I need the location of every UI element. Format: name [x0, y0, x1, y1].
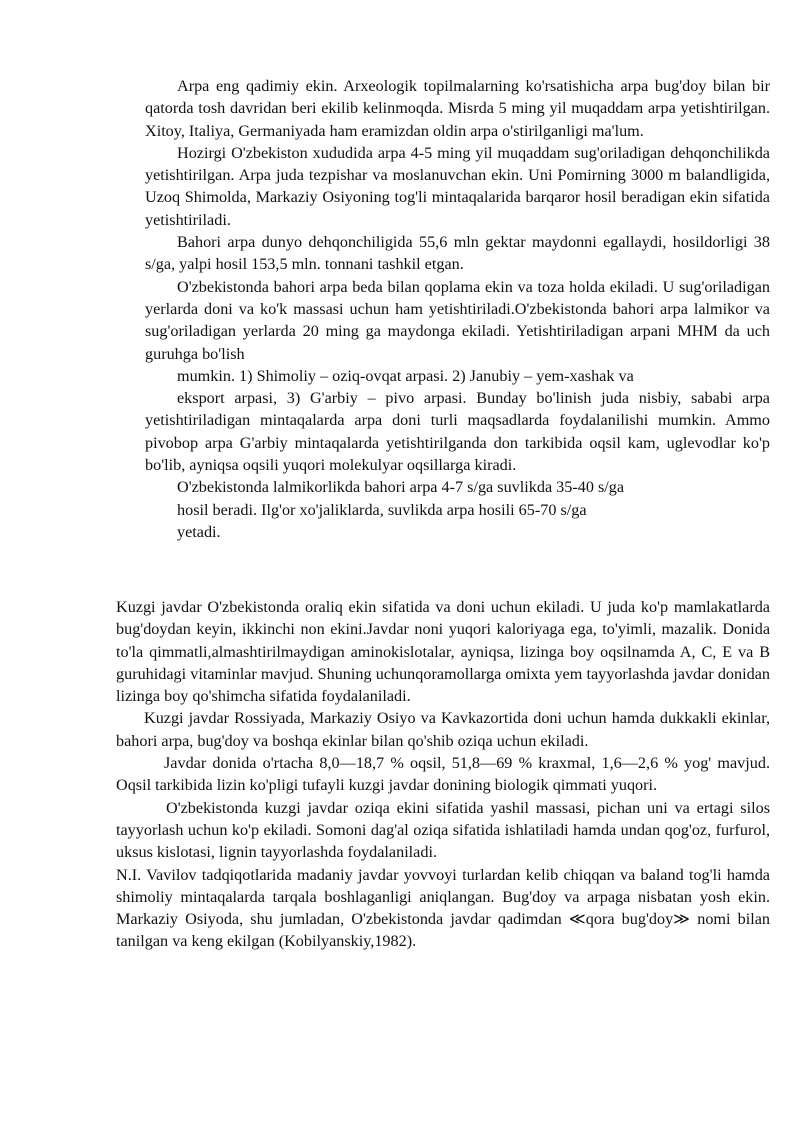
paragraph-rye-composition: Javdar donida o'rtacha 8,0—18,7 % oqsil, 51,8—69 % kraxmal, 1,6—2,6 % yog' mavjud. Oqsil tarkibida lizin ko'pligi tufayli kuzgi javdar donining biologik qimmati yuqori. — [116, 754, 770, 795]
paragraph-barley-history: Arpa eng qadimiy ekin. Arxeologik topilmalarning ko'rsatishicha arpa bug'doy bilan bir qatorda tosh davridan beri ekilib kelinmoqda. Misrda 5 ming yil muqaddam arpa yetishtirilgan. Xitoy, Italiya, Germaniyada ham eramizdan oldin arpa o'stirilganligi ma'lum. — [145, 77, 770, 140]
paragraph-barley-cultivation: O'zbekistonda bahori arpa beda bilan qoplama ekin va toza holda ekiladi. U sug'oriladigan yerlarda doni va ko'k massasi uchun ham yetishtiriladi.O'zbekistonda bahori arpa lalmikor va sug'oriladigan yerlarda 20 ming ga maydonga ekiladi. Yetishtiriladigan arpani MHM da uch guruhga bo'lish — [145, 277, 770, 363]
paragraph-barley-uzbekistan-origin: Hozirgi O'zbekiston xududida arpa 4-5 ming yil muqaddam sug'oriladigan dehqonchilikda yetishtirilgan. Arpa juda tezpishar va moslanuvchan ekin. Uni Pomirning 3000 m balandligida, Uzoq Shimolda, Markaziy Osiyoning tog'li mintaqalarida barqaror hosil beradigan ekin sifatida yetishtiriladi. — [145, 143, 770, 229]
rye-section — [116, 596, 770, 953]
paragraph-rye-forage: O'zbekistonda kuzgi javdar oziqa ekini sifatida yashil massasi, pichan uni va ertagi silos tayyorlash uchun ko'p ekiladi. Somoni dag'al oziqa sifatida ishlatiladi hamda undan qog'oz, furfurol, uksus kislotasi, lignin tayyorlashda foydalaniladi. — [116, 798, 770, 862]
paragraph-barley-groups-line: mumkin. 1) Shimoliy – oziq-ovqat arpasi. 2) Janubiy – yem-xashak va — [177, 366, 634, 385]
paragraph-barley-yield-line2: hosil beradi. Ilg'or xo'jaliklarda, suvlikda arpa hosili 65-70 s/ga — [177, 500, 587, 519]
barley-section — [145, 75, 770, 543]
paragraph-rye-intro: Kuzgi javdar O'zbekistonda oraliq ekin sifatida va doni uchun ekiladi. U juda ko'p mamlakatlarda bug'doydan keyin, ikkinchi non ekini.Javdar noni yuqori kaloriyaga ega, to'yimli, mazalik. Donida to'la qimmatli,almashtirilmaydigan aminokislotalar, ayniqsa, lizinga boy oqsilnamda A, C, E va B guruhidagi vitaminlar mavjud. Shuning uchunqoramollarga omixta yem tayyorlashda javdar donidan lizinga boy qo'shimcha sifatida foydalaniladi. — [116, 598, 770, 706]
paragraph-barley-groups: eksport arpasi, 3) G'arbiy – pivo arpasi. Bunday bo'linish juda nisbiy, sababi arpa yetishtiriladigan mintaqalarda arpa doni turli maqsadlarda foydalanilishi mumkin. Ammo pivobop arpa G'arbiy mintaqalarda yetishtirilganda don tarkibida oqsil kam, uglevodlar ko'p bo'lib, ayniqsa oqsili yuqori molekulyar oqsillarga kiradi. — [145, 389, 770, 475]
paragraph-barley-yield-line1: O'zbekistonda lalmikorlikda bahori arpa 4-7 s/ga suvlikda 35-40 s/ga — [177, 478, 625, 497]
paragraph-rye-vavilov: N.I. Vavilov tadqiqotlarida madaniy javdar yovvoyi turlardan kelib chiqqan va baland tog'li hamda shimoliy mintaqalarda tarqala boshlaganligi aniqlangan. Bug'doy va arpaga nisbatan yosh ekin. Markaziy Osiyoda, shu jumladan, O'zbekistonda javdar qadimdan ≪qora bug'doy≫ nomi bilan tanilgan va keng ekilgan (Kobilyanskiy,1982). — [116, 865, 770, 951]
paragraph-barley-yield-line3: yetadi. — [177, 522, 221, 541]
paragraph-rye-regions: Kuzgi javdar Rossiyada, Markaziy Osiyo va Kavkazortida doni uchun hamda dukkakli ekinlar, bahori arpa, bug'doy va boshqa ekinlar bilan qo'shib oziqa uchun ekiladi. — [116, 709, 770, 750]
paragraph-barley-world-area: Bahori arpa dunyo dehqonchiligida 55,6 mln gektar maydonni egallaydi, hosildorligi 38 s/ga, yalpi hosil 153,5 mln. tonnani tashkil etgan. — [145, 233, 770, 274]
